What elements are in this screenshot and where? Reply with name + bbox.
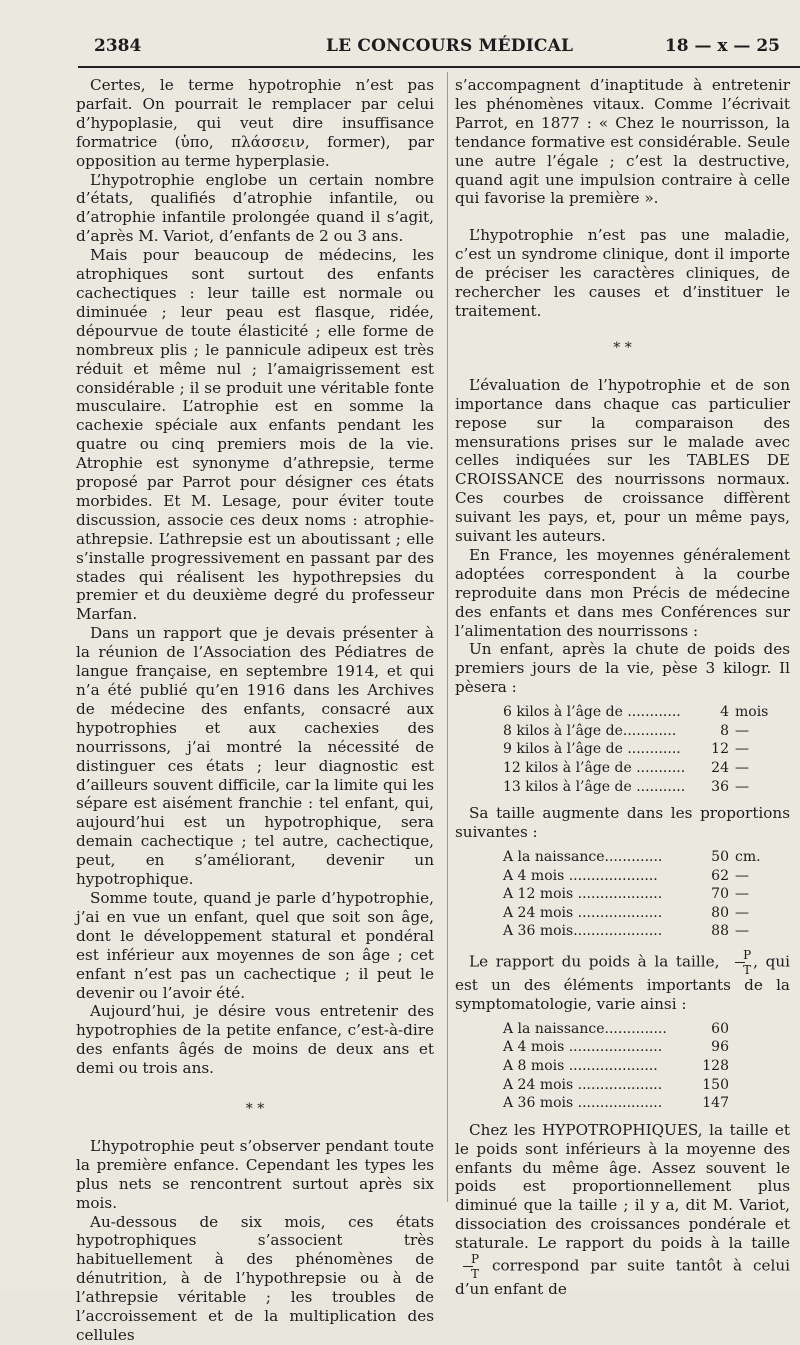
table-row: A 36 mois ................... 147 <box>503 1095 729 1112</box>
paragraph: Sa taille augmente dans les proportions suivantes : <box>455 804 790 842</box>
ratio-table <box>503 1020 775 1113</box>
table-row: 8 kilos à l’âge de............ 8 — <box>503 722 749 739</box>
paragraph: L’évaluation de l’hypotrophie et de son importance dans chaque cas particulier repose sur la comparaison des mensurations prises sur le malade avec celles indiquées sur les TABLES DE CROISSANCE des nourrissons normaux. Ces courbes de croissance diffèrent suivant les pays, et, pour un même pays, suivant les auteurs. <box>455 375 790 546</box>
paragraph: En France, les moyennes généralement adoptées correspondent à la courbe reproduite dans mon Précis de médecine des enfants et dans mes Conférences sur l’alimentation des nourrissons : <box>455 545 790 640</box>
paragraph: Un enfant, après la chute de poids des premiers jours de la vie, pèse 3 kilogr. Il pèsera : <box>455 640 790 697</box>
paragraph: Mais pour beaucoup de médecins, les atrophiques sont surtout des enfants cachectiques : leur taille est normale ou diminuée ; leur peau est flasque, ridée, dépourvue de toute élasticité ; elle forme de nombreux plis ; le pannicule adipeux est très réduit et même nul ; l’amaigrissement est considérable ; il se produit une véritable fonte musculaire. L’atrophie est en somme la cachexie spéciale aux enfants pendant les quatre ou cinq premiers mois de la vie. Atrophie est synonyme d’athrepsie, terme proposé par Parrot pour désigner ces états morbides. Et M. Lesage, pour éviter toute discussion, associe ces deux noms : atrophie-athrepsie. L’athrepsie est un aboutissant ; elle s’installe progressivement en passant par des stades qui réalisent les hypothrepsies du premier et du deuxième degré du professeur Marfan. <box>76 246 434 624</box>
paragraph: Somme toute, quand je parle d’hypotrophie, j’ai en vue un enfant, quel que soit son âge, dont le développement statural et pondéral est inférieur aux moyennes de son âge ; cet enfant n’est pas un cachectique ; il peut le devenir ou l’avoir été. <box>76 888 434 1002</box>
header-rule <box>78 66 800 68</box>
journal-title: LE CONCOURS MÉDICAL <box>326 36 574 56</box>
section-separator: * * <box>245 1101 265 1118</box>
right-column <box>455 76 790 1299</box>
table-row: 9 kilos à l’âge de ............ 12 — <box>503 741 749 758</box>
paragraph: Certes, le terme hypotrophie n’est pas parfait. On pourrait le remplacer par celui d’hypoplasie, qui veut dire insuffisance formatrice (ὑπο, πλάσσειν, former), par opposition au terme hyperplasie. <box>76 76 434 170</box>
paragraph: L’hypotrophie peut s’observer pendant toute la première enfance. Cependant les types les plus nets se rencontrent surtout après six mois. <box>76 1136 434 1212</box>
p-over-t-fraction: $\frac{P}{T}$ <box>729 949 751 976</box>
table-row: A 4 mois ..................... 96 <box>503 1039 729 1056</box>
table-row: A 4 mois .................... 62 — <box>503 867 749 884</box>
weight-table <box>503 703 775 796</box>
table-row: A 8 mois .................... 128 <box>503 1057 729 1074</box>
table-row: A 12 mois ................... 70 — <box>503 886 749 903</box>
p-over-t-fraction: $\frac{P}{T}$ <box>457 1253 479 1280</box>
paragraph: L’hypotrophie n’est pas une maladie, c’est un syndrome clinique, dont il importe de préciser les caractères cliniques, de rechercher les causes et d’instituer le traitement. <box>455 226 790 320</box>
column-divider <box>447 72 448 1202</box>
paragraph: Chez les HYPOTROPHIQUES, la taille et le poids sont inférieurs à la moyenne des enfants du même âge. Assez souvent le poids est proportionnellement plus diminué que la taille ; il y a, dit M. Variot, dissociation des croissances pondérale et staturale. Le rapport du poids à la taille $\frac{P}{T}$ correspond par suite tantôt à celui d’un enfant de <box>455 1120 790 1299</box>
page-header <box>90 36 782 60</box>
page-number: 2384 <box>94 36 142 56</box>
paragraph: Au-dessous de six mois, ces états hypotrophiques s’associent très habituellement à des phénomènes de dénutrition, à de l’hypothrepsie ou à de l’athrepsie véritable ; les troubles de l’accroissement et de la multiplication des cellules <box>76 1212 434 1344</box>
height-table <box>503 848 775 941</box>
table-row: 12 kilos à l’âge de ........... 24 — <box>503 759 749 776</box>
issue-date: 18 — x — 25 <box>664 36 780 56</box>
section-separator: * * <box>613 339 632 356</box>
paragraph: s’accompagnent d’inaptitude à entretenir les phénomènes vitaux. Comme l’écrivait Parrot, en 1877 : « Chez le nourrisson, la tendance formative est considérable. Seule une autre l’égale ; c’est la destructive, quand agit une impulsion contraire à celle qui favorise la première ». <box>455 76 790 208</box>
paragraph: L’hypotrophie englobe un certain nombre d’états, qualifiés d’atrophie infantile, ou d’atrophie infantile prolongée quand il s’agit, d’après M. Variot, d’enfants de 2 ou 3 ans. <box>76 170 434 246</box>
table-row: A la naissance.............. 60 <box>503 1020 729 1037</box>
table-row: 6 kilos à l’âge de ............ 4 mois <box>503 704 769 721</box>
left-column <box>76 76 434 1345</box>
paragraph: Dans un rapport que je devais présenter à la réunion de l’Association des Pédiatres de langue française, en septembre 1914, et qui n’a été publié qu’en 1916 dans les Archives de médecine des enfants, consacré aux hypotrophies et aux cachexies des nourrissons, j’ai montré la nécessité de distinguer ces états ; leur diagnostic est d’ailleurs souvent difficile, car la limite qui les sépare est aisément franchie : tel enfant, qui, aujourd’hui est un hypotrophique, sera demain cachectique ; tel autre, cachectique, peut, en s’améliorant, devenir un hypotrophique. <box>76 624 434 889</box>
paragraph: Le rapport du poids à la taille, $\frac{P}{T}$ , qui est un des éléments importants de la symptomatologie, varie ainsi : <box>455 947 790 1013</box>
table-row: A 24 mois ................... 150 <box>503 1076 729 1093</box>
table-row: A 24 mois ................... 80 — <box>503 904 749 921</box>
table-row: A la naissance............. 50 cm. <box>503 848 761 865</box>
table-row: A 36 mois.................... 88 — <box>503 923 749 940</box>
paragraph: Aujourd’hui, je désire vous entretenir des hypotrophies de la petite enfance, c’est-à-dire des enfants âgés de moins de deux ans et demi ou trois ans. <box>76 1002 434 1078</box>
table-row: 13 kilos à l’âge de ........... 36 — <box>503 778 749 795</box>
